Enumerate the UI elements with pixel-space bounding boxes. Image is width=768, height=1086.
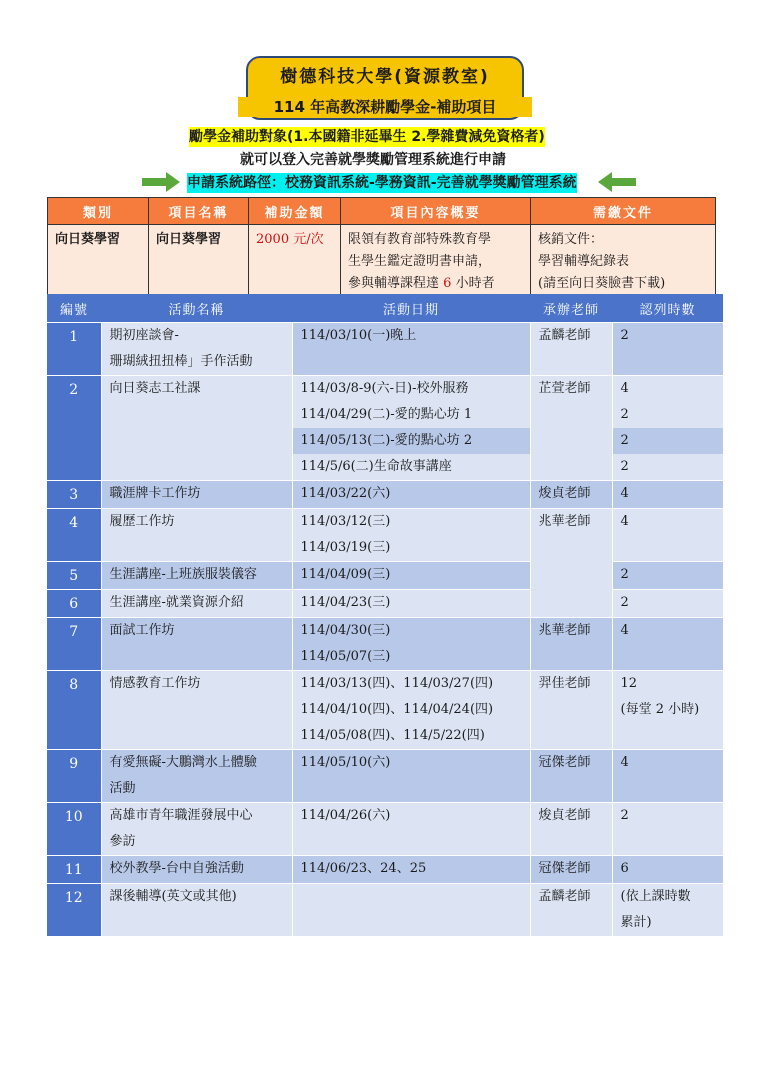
activity-date: [292, 884, 530, 937]
header-summary: 項目內容概要: [341, 198, 531, 225]
header-category: 類別: [48, 198, 149, 225]
header-teacher: 承辦老師: [530, 294, 612, 323]
header-number: 編號: [47, 294, 101, 323]
activity-hours: [612, 376, 723, 481]
arrow-right-icon: [142, 172, 180, 192]
date-line: 114/05/07(三): [300, 649, 391, 664]
cell-item-name: 向日葵學習: [149, 225, 249, 300]
activity-name: 向日葵志工社課: [101, 376, 292, 481]
table-row: [47, 884, 723, 937]
name-line: 有愛無礙-大鵬灣水上體驗: [109, 755, 257, 770]
subsidy-row: [48, 225, 716, 300]
table-row: [47, 323, 723, 376]
activity-hours: 2: [612, 562, 723, 590]
activity-name: 校外教學-台中自強活動: [101, 856, 292, 884]
docs-line: 核銷文件：: [538, 232, 604, 247]
hours-line: 2: [613, 454, 723, 480]
date-line: 114/05/08(四)、114/5/22(四): [300, 728, 485, 743]
activity-hours: [612, 884, 723, 937]
summary-text: 小時者: [455, 276, 495, 291]
table-row: [47, 376, 723, 481]
activity-teacher: 芷萱老師: [530, 376, 612, 481]
hours-line: (依上課時數: [620, 889, 691, 904]
row-number: 11: [47, 856, 101, 884]
activity-teacher: 焌貞老師: [530, 803, 612, 856]
summary-line: 限領有教育部特殊教育學: [348, 232, 492, 247]
date-line: 114/03/10(一)晚上: [300, 328, 417, 343]
date-line: 114/05/13(二)-愛的點心坊 2: [293, 428, 530, 454]
activity-name: [101, 750, 292, 803]
activity-name: 履歷工作坊: [101, 509, 292, 562]
date-line: 114/03/12(三): [300, 514, 391, 529]
cell-amount: 2000 元/次: [249, 225, 341, 300]
activity-name: 生涯講座-上班族服裝儀容: [101, 562, 292, 590]
summary-line: [348, 273, 523, 295]
table-row: [47, 509, 723, 562]
docs-line: 學習輔導紀錄表: [538, 254, 630, 269]
activity-date: [292, 323, 530, 376]
activity-table: [47, 294, 724, 937]
row-number: 2: [47, 376, 101, 481]
header-item-name: 項目名稱: [149, 198, 249, 225]
hours-line: 12: [620, 676, 638, 691]
activity-name: [101, 323, 292, 376]
activity-name: 生涯講座-就業資源介紹: [101, 590, 292, 618]
arrow-left-icon: [598, 172, 636, 192]
page-title: 樹德科技大學(資源教室): [280, 67, 490, 87]
date-line: 114/03/13(四)、114/03/27(四): [300, 676, 494, 691]
activity-date: 114/04/23(三): [292, 590, 530, 618]
activity-teacher: 兆華老師: [530, 618, 612, 671]
activity-teacher: 羿佳老師: [530, 671, 612, 750]
row-number: 7: [47, 618, 101, 671]
summary-text: 參與輔導課程達: [348, 276, 440, 291]
activity-date: 114/05/10(六): [292, 750, 530, 803]
activity-date: 114/04/09(三): [292, 562, 530, 590]
activity-teacher: 焌貞老師: [530, 481, 612, 509]
activity-header-row: [47, 294, 723, 323]
row-number: 10: [47, 803, 101, 856]
table-row: [47, 750, 723, 803]
name-line: 珊瑚絨扭扭棒」手作活動: [109, 354, 253, 369]
activity-hours: 4: [612, 509, 723, 562]
table-row: [47, 671, 723, 750]
header-hours: 認列時數: [612, 294, 723, 323]
activity-date: [292, 671, 530, 750]
activity-date: [292, 509, 530, 562]
name-line: 活動: [109, 781, 136, 796]
activity-date: 114/03/22(六): [292, 481, 530, 509]
row-number: 3: [47, 481, 101, 509]
table-row: [47, 481, 723, 509]
activity-teacher: 冠傑老師: [530, 750, 612, 803]
activity-teacher: 孟麟老師: [530, 323, 612, 376]
activity-date: 114/06/23、24、25: [292, 856, 530, 884]
table-row: [47, 562, 723, 590]
name-line: 參訪: [109, 834, 136, 849]
header-activity-name: 活動名稱: [101, 294, 292, 323]
hours-line: (每堂 2 小時): [620, 702, 700, 717]
subsidy-header-row: [48, 198, 716, 225]
table-row: [47, 856, 723, 884]
cell-summary: [341, 225, 531, 300]
cell-documents: [531, 225, 716, 300]
cell-category: 向日葵學習: [48, 225, 149, 300]
activity-hours: 4: [612, 481, 723, 509]
activity-name: 課後輔導(英文或其他): [101, 884, 292, 937]
summary-line: 生學生鑑定證明書申請，: [348, 254, 492, 269]
date-line: 114/03/8-9(六-日)-校外服務: [293, 376, 530, 402]
header-documents: 需繳文件: [531, 198, 716, 225]
activity-hours: 2: [612, 803, 723, 856]
date-line: 114/5/6(二)生命故事講座: [293, 454, 530, 480]
name-line: 期初座談會-: [109, 328, 179, 343]
name-line: 高雄市青年職涯發展中心: [109, 808, 253, 823]
row-number: 12: [47, 884, 101, 937]
row-number: 8: [47, 671, 101, 750]
row-number: 6: [47, 590, 101, 618]
table-row: [47, 590, 723, 618]
header-amount: 補助金額: [249, 198, 341, 225]
hours-line: 4: [613, 376, 723, 402]
activity-date: [292, 376, 530, 481]
system-path-line: 申請系統路徑：校務資訊系統-學務資訊-完善就學獎勵管理系統: [187, 175, 577, 191]
activity-hours: 4: [612, 618, 723, 671]
activity-teacher: 冠傑老師: [530, 856, 612, 884]
activity-name: 職涯牌卡工作坊: [101, 481, 292, 509]
table-row: [47, 618, 723, 671]
date-line: 114/04/29(二)-愛的點心坊 1: [293, 402, 530, 428]
row-number: 9: [47, 750, 101, 803]
login-line: 就可以登入完善就學獎勵管理系統進行申請: [240, 152, 506, 168]
hours-value: 6: [443, 276, 452, 291]
activity-name: [101, 803, 292, 856]
activity-hours: 2: [612, 323, 723, 376]
page-subtitle: 114 年高教深耕勵學金-補助項目: [238, 97, 532, 117]
activity-teacher: 孟麟老師: [530, 884, 612, 937]
activity-date: [292, 618, 530, 671]
row-number: 4: [47, 509, 101, 562]
activity-name: 面試工作坊: [101, 618, 292, 671]
activity-hours: 2: [612, 590, 723, 618]
row-number: 1: [47, 323, 101, 376]
subsidy-table: [47, 197, 716, 300]
docs-line: (請至向日葵臉書下載): [538, 276, 666, 291]
activity-hours: [612, 671, 723, 750]
activity-date: 114/04/26(六): [292, 803, 530, 856]
activity-hours: 4: [612, 750, 723, 803]
hours-line: 2: [613, 402, 723, 428]
target-line: 勵學金補助對象(1.本國籍非延畢生 2.學雜費減免資格者): [189, 129, 545, 145]
date-line: 114/04/10(四)、114/04/24(四): [300, 702, 494, 717]
table-row: [47, 803, 723, 856]
hours-line: 2: [613, 428, 723, 454]
date-line: 114/04/30(三): [300, 623, 391, 638]
activity-name: 情感教育工作坊: [101, 671, 292, 750]
activity-hours: 6: [612, 856, 723, 884]
hours-line: 累計): [620, 915, 652, 930]
activity-teacher: 兆華老師: [530, 509, 612, 618]
row-number: 5: [47, 562, 101, 590]
header-activity-date: 活動日期: [292, 294, 530, 323]
date-line: 114/03/19(三): [300, 540, 391, 555]
